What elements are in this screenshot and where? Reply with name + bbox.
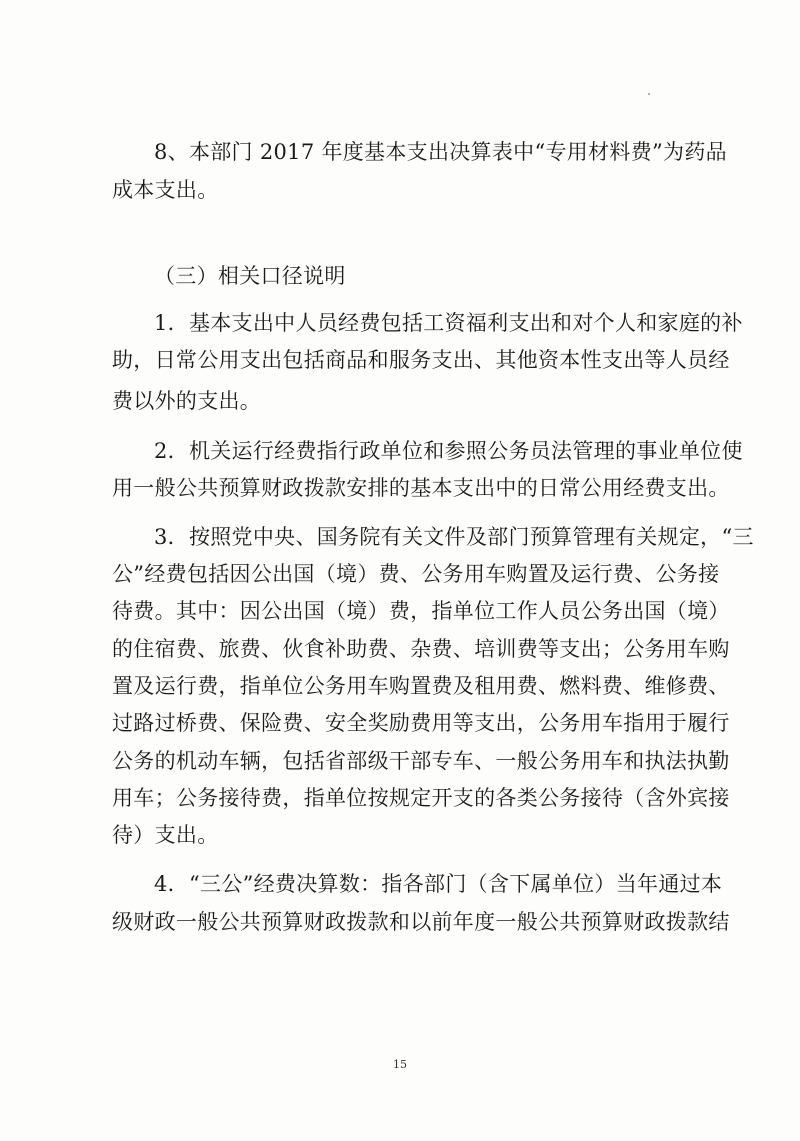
item3-line-1: 3．按照党中央、国务院有关文件及部门预算管理有关规定，“三: [154, 525, 754, 549]
item3-line-8: 用车；公务接待费，指单位按规定开支的各类公务接待（含外宾接: [112, 786, 730, 810]
page-number: 15: [393, 1058, 407, 1071]
scan-speck: [648, 93, 650, 95]
item3-line-9: 待）支出。: [112, 823, 219, 847]
item1-line-2: 助，日常公用支出包括商品和服务支出、其他资本性支出等人员经: [112, 348, 730, 372]
item3-line-2: 公”经费包括因公出国（境）费、公务用车购置及运行费、公务接: [112, 562, 720, 586]
item3-line-7: 公务的机动车辆，包括省部级干部专车、一般公务用车和执法执勤: [112, 749, 730, 773]
item3-line-4: 的住宿费、旅费、伙食补助费、杂费、培训费等支出；公务用车购: [112, 637, 730, 661]
item2-line-1: 2．机关运行经费指行政单位和参照公务员法管理的事业单位使: [154, 439, 743, 463]
item1-line-1: 1．基本支出中人员经费包括工资福利支出和对个人和家庭的补: [154, 311, 743, 335]
item3-line-5: 置及运行费，指单位公务用车购置费及租用费、燃料费、维修费、: [112, 674, 730, 698]
item3-line-3: 待费。其中：因公出国（境）费，指单位工作人员公务出国（境）: [112, 599, 730, 623]
item3-line-6: 过路过桥费、保险费、安全奖励费用等支出，公务用车指用于履行: [112, 711, 730, 735]
item2-line-2: 用一般公共预算财政拨款安排的基本支出中的日常公用经费支出。: [112, 476, 730, 500]
item4-line-1: 4．“三公”经费决算数：指各部门（含下属单位）当年通过本: [154, 872, 723, 896]
item8-line-1: 8、本部门 2017 年度基本支出决算表中“专用材料费”为药品: [154, 140, 727, 164]
section-heading: （三）相关口径说明: [154, 264, 346, 288]
item1-line-3: 费以外的支出。: [112, 389, 262, 413]
item4-line-2: 级财政一般公共预算财政拨款和以前年度一般公共预算财政拨款结: [112, 910, 730, 934]
item8-line-2: 成本支出。: [112, 178, 219, 202]
